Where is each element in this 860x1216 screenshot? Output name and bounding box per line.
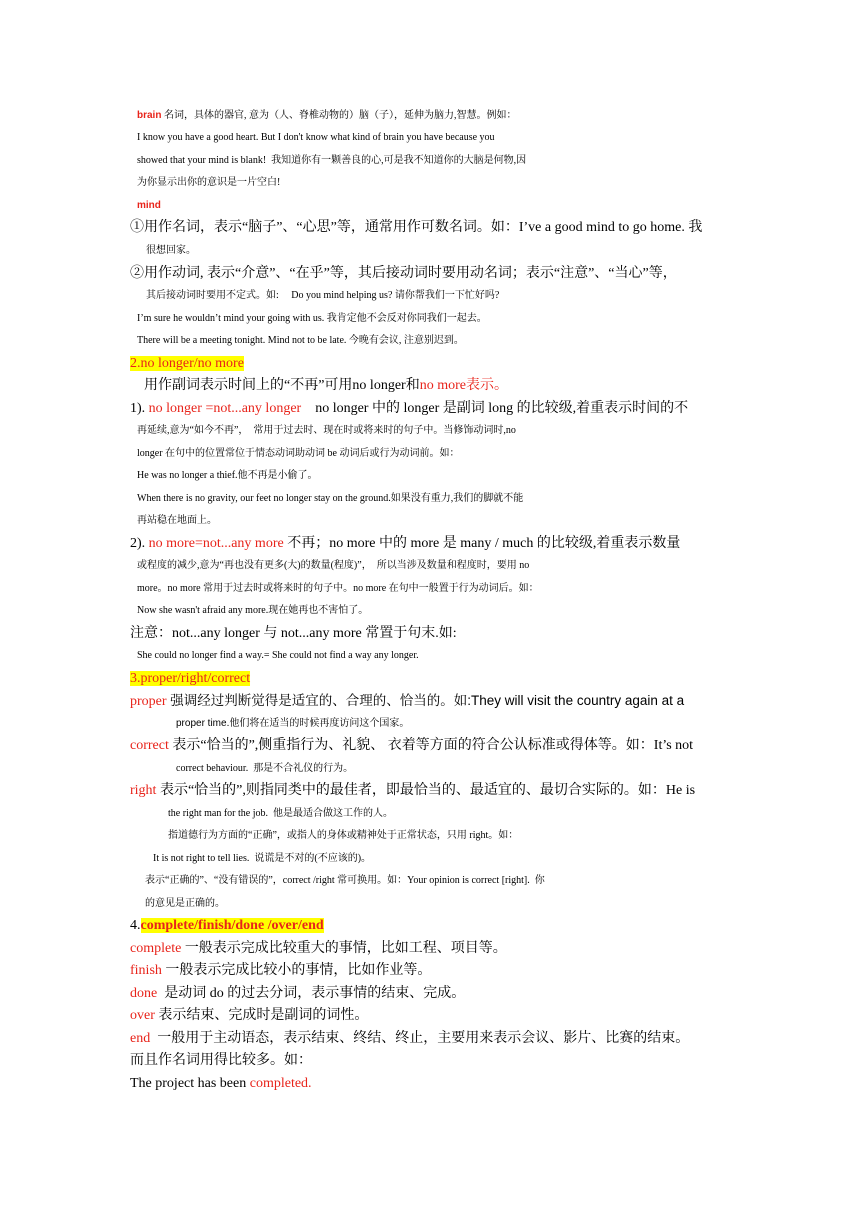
section-2-intro-highlight: no more表示。 xyxy=(419,378,508,393)
complete-term: complete xyxy=(130,941,182,956)
brain-definition: 名词，具体的器官, 意为（人、脊椎动物的）脑（子），延伸为脑力,智慧。例如： xyxy=(161,110,517,121)
no-more-definition: 不再；no more 中的 more 是 many / much 的比较级,着重表示数量 xyxy=(283,536,681,551)
complete-line xyxy=(130,938,740,961)
end-definition: 一般用于主动语态，表示结束、终结、终止，主要用来表示会议、影片、比赛的结束。 xyxy=(150,1031,690,1046)
no-longer-example-2b: 再站稳在地面上。 xyxy=(137,515,217,526)
mind-example-line-1: I’m sure he wouldn’t mind your going with us. 我肯定他不会反对你同我们一起去。 xyxy=(137,313,487,324)
note-line: 注意：not...any longer 与 not...any more 常置于句末.如: xyxy=(130,626,457,641)
section-3-heading-line xyxy=(130,668,740,691)
no-longer-number: 1). xyxy=(130,401,149,416)
right-example: It is not right to tell lies. 说谎是不对的(不应该的)。 xyxy=(153,853,372,864)
complete-example xyxy=(130,1073,740,1096)
brain-term: brain xyxy=(137,110,162,121)
correct-term: correct xyxy=(130,738,169,753)
no-more-line-1 xyxy=(130,533,740,556)
no-longer-example-1: He was no longer a thief.他不再是小偷了。 xyxy=(137,470,318,481)
right-definition: 表示“恰当的”,则指同类中的最佳者，即最恰当的、最适宜的、最切合实际的。如：He is xyxy=(156,783,696,798)
over-line xyxy=(130,1005,740,1028)
finish-line xyxy=(130,960,740,983)
no-longer-key: no longer =not...any longer xyxy=(148,401,302,416)
complete-example-text: The project has been xyxy=(130,1076,250,1091)
complete-definition: 一般表示完成比较重大的事情，比如工程、项目等。 xyxy=(181,941,507,956)
mind-term: mind xyxy=(137,200,161,211)
mind-verb-line-2: 其后接动词时要用不定式。如: Do you mind helping us? 请你帮我们一下忙好吗? xyxy=(146,290,500,301)
section-4-heading-line xyxy=(130,915,740,938)
right-line-2: the right man for the job. 他是最适合做这工作的人。 xyxy=(168,808,393,819)
no-longer-line-2: 再延续,意为“如今不再”， 常用于过去时、现在时或将来时的句子中。当修饰动词时,no xyxy=(137,425,516,436)
section-2-intro-text: 用作副词表示时间上的“不再”可用no longer和 xyxy=(130,378,420,393)
proper-definition: 强调经过判断觉得是适宜的、合理的、恰当的。如:They will visit the country again at a xyxy=(166,693,685,708)
correct-definition: 表示“恰当的”,侧重指行为、礼貌、 衣着等方面的符合公认标准或得体等。如：It’s not xyxy=(168,738,694,753)
no-longer-line-3: longer 在句中的位置常位于情态动词助动词 be 动词后或行为动词前。如： xyxy=(137,448,460,459)
correct-line-2: correct behaviour. 那是不合礼仪的行为。 xyxy=(176,763,354,774)
brain-example-line-1: I know you have a good heart. But I don't know what kind of brain you have because you xyxy=(137,132,495,143)
finish-definition: 一般表示完成比较小的事情，比如作业等。 xyxy=(161,963,432,978)
mind-noun-line-1: ①用作名词，表示“脑子”、“心思”等，通常用作可数名词。如：I’ve a good mind to go home. 我 xyxy=(130,220,703,235)
section-4-heading: complete/finish/done /over/end xyxy=(140,918,324,933)
section-2-heading-line xyxy=(130,353,740,376)
section-2-intro xyxy=(130,375,740,398)
proper-term: proper xyxy=(130,694,167,709)
section-2-heading: 2.no longer/no more xyxy=(130,356,244,371)
right-line-3: 指道德行为方面的“正确”，或指人的身体或精神处于正常状态，只用 right。如： xyxy=(168,830,519,841)
mind-noun-line-2: 很想回家。 xyxy=(146,245,196,256)
proper-line-2: proper time.他们将在适当的时候再度访问这个国家。 xyxy=(176,718,410,729)
end-line-2: 而且作名词用得比较多。如： xyxy=(130,1053,312,1068)
no-more-line-2: 或程度的减少,意为“再也没有更多(大)的数量(程度)”， 所以当涉及数量和程度时，要用 no xyxy=(137,560,530,571)
no-more-number: 2). xyxy=(130,536,149,551)
brain-example-line-3: 为你显示出你的意识是一片空白! xyxy=(137,177,281,188)
done-definition: 是动词 do 的过去分词，表示事情的结束、完成。 xyxy=(157,986,466,1001)
done-term: done xyxy=(130,986,158,1001)
both-line-2: 的意见是正确的。 xyxy=(145,898,225,909)
brain-definition-line xyxy=(137,105,747,128)
over-term: over xyxy=(130,1008,155,1023)
end-line-1 xyxy=(130,1028,740,1051)
right-term: right xyxy=(130,783,157,798)
no-more-line-3: more。no more 常用于过去时或将来时的句子中。no more 在句中一般置于行为动词后。如： xyxy=(137,583,539,594)
proper-line-1 xyxy=(130,690,740,714)
no-more-example: Now she wasn't afraid any more.现在她再也不害怕了。 xyxy=(137,605,369,616)
both-line-1: 表示“正确的”、“没有错误的”，correct /right 常可换用。如：Your opinion is correct [right]. 你 xyxy=(145,875,545,886)
finish-term: finish xyxy=(130,963,162,978)
mind-verb-line-1: ②用作动词, 表示“介意”、“在乎”等，其后接动词时要用动名词；表示“注意”、“当心”等， xyxy=(130,266,677,281)
no-more-key: no more=not...any more xyxy=(148,536,284,551)
section-3-heading: 3.proper/right/correct xyxy=(130,671,251,686)
no-longer-definition: no longer 中的 longer 是副词 long 的比较级,着重表示时间的不 xyxy=(301,401,689,416)
end-term: end xyxy=(130,1031,151,1046)
right-line-1 xyxy=(130,780,740,803)
note-example: She could no longer find a way.= She could not find a way any longer. xyxy=(137,650,419,661)
complete-example-highlight: completed. xyxy=(249,1076,312,1091)
no-longer-line-1 xyxy=(130,398,740,421)
brain-example-line-2: showed that your mind is blank! 我知道你有一颗善良的心,可是我不知道你的大脑是何物,因 xyxy=(137,155,527,166)
over-definition: 表示结束、完成时是副词的词性。 xyxy=(154,1008,369,1023)
mind-example-line-2: There will be a meeting tonight. Mind not to be late. 今晚有会议, 注意别迟到。 xyxy=(137,335,464,346)
correct-line-1 xyxy=(130,735,740,758)
no-longer-example-2a: When there is no gravity, our feet no longer stay on the ground.如果没有重力,我们的脚就不能 xyxy=(137,493,524,504)
section-4-number: 4. xyxy=(130,918,141,933)
done-line xyxy=(130,983,740,1006)
